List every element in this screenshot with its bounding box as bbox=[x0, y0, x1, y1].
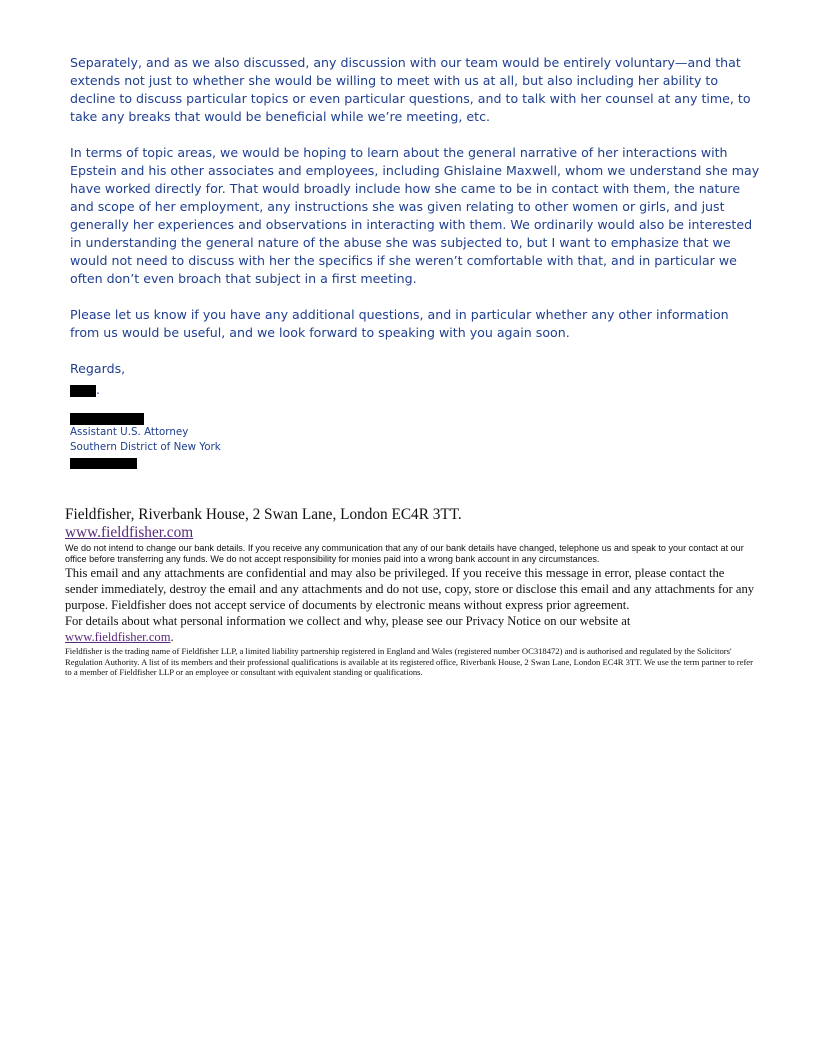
signature-office: Southern District of New York bbox=[70, 441, 221, 453]
footer-website-link[interactable]: www.fieldfisher.com bbox=[65, 524, 194, 541]
footer-legal-notice: Fieldfisher is the trading name of Fieldfisher LLP, a limited liability partnership registered in England and Wales (registered number OC318472) and is authorised and regulated by the Solicitors' Regulation Authority. A list of its members and their professional qualifications is available at its registered office, Riverbank House, 2 Swan Lane, London EC4R 3TT. We use the term partner to refer to a member of Fieldfisher LLP or an employee or consultant with equivalent standing or qualifications. bbox=[65, 646, 753, 677]
signature-title: Assistant U.S. Attorney bbox=[70, 426, 189, 438]
footer-privacy-end: . bbox=[170, 630, 174, 644]
paragraph-topic-areas: In terms of topic areas, we would be hoping to learn about the general narrative of her interactions with Epstein and his other associates and employees, including Ghislaine Maxwell, whom we understand she may have worked directly for. That would broadly include how she came to be in contact with them, the nature and scope of her employment, any instructions she was given relating to other women or girls, and just generally her experiences and observations in interacting with them. We ordinarily would also be interested in understanding the general nature of the abuse she was subjected to, but I want to emphasize that we would not need to discuss with her the specifics if she weren’t comfortable with that, and in particular we often don’t even broach that subject in a first meeting. bbox=[70, 145, 760, 286]
closing-salutation: Regards, bbox=[70, 361, 126, 376]
redaction-box bbox=[70, 385, 96, 397]
footer-privacy bbox=[65, 613, 755, 645]
redaction-box bbox=[70, 458, 137, 469]
paragraph-voluntary: Separately, and as we also discussed, any discussion with our team would be entirely voluntary—and that extends not just to whether she would be willing to meet with us at all, but also including her ability to decline to discuss particular topics or even particular questions, and to talk with her counsel at any time, to take any breaks that would be beneficial while we’re meeting, etc. bbox=[70, 55, 751, 124]
signature-block bbox=[70, 413, 760, 469]
closing-punctuation: . bbox=[96, 382, 101, 397]
footer-privacy-link[interactable]: www.fieldfisher.com bbox=[65, 630, 171, 644]
redacted-name-line bbox=[70, 381, 760, 399]
footer-address: Fieldfisher, Riverbank House, 2 Swan Lane, London EC4R 3TT. bbox=[65, 506, 462, 523]
redaction-box bbox=[70, 413, 144, 425]
footer-privacy-text: For details about what personal information we collect and why, please see our Privacy Notice on our website at bbox=[65, 614, 631, 628]
email-footer bbox=[65, 505, 755, 678]
email-body bbox=[70, 54, 760, 469]
footer-confidentiality: This email and any attachments are confidential and may also be privileged. If you receive this message in error, please contact the sender immediately, destroy the email and any attachments and do not use, copy, store or disclose this email and any attachments for any purpose. Fieldfisher does not accept service of documents by electronic means without express prior agreement. bbox=[65, 566, 755, 612]
footer-bank-notice: We do not intend to change our bank details. If you receive any communication that any of our bank details have changed, telephone us and speak to your contact at our office before transferring any funds. We do not accept responsibility for monies paid into a wrong bank account in any circumstances. bbox=[65, 543, 744, 564]
paragraph-closing-request: Please let us know if you have any additional questions, and in particular whether any other information from us would be useful, and we look forward to speaking with you again soon. bbox=[70, 307, 729, 340]
